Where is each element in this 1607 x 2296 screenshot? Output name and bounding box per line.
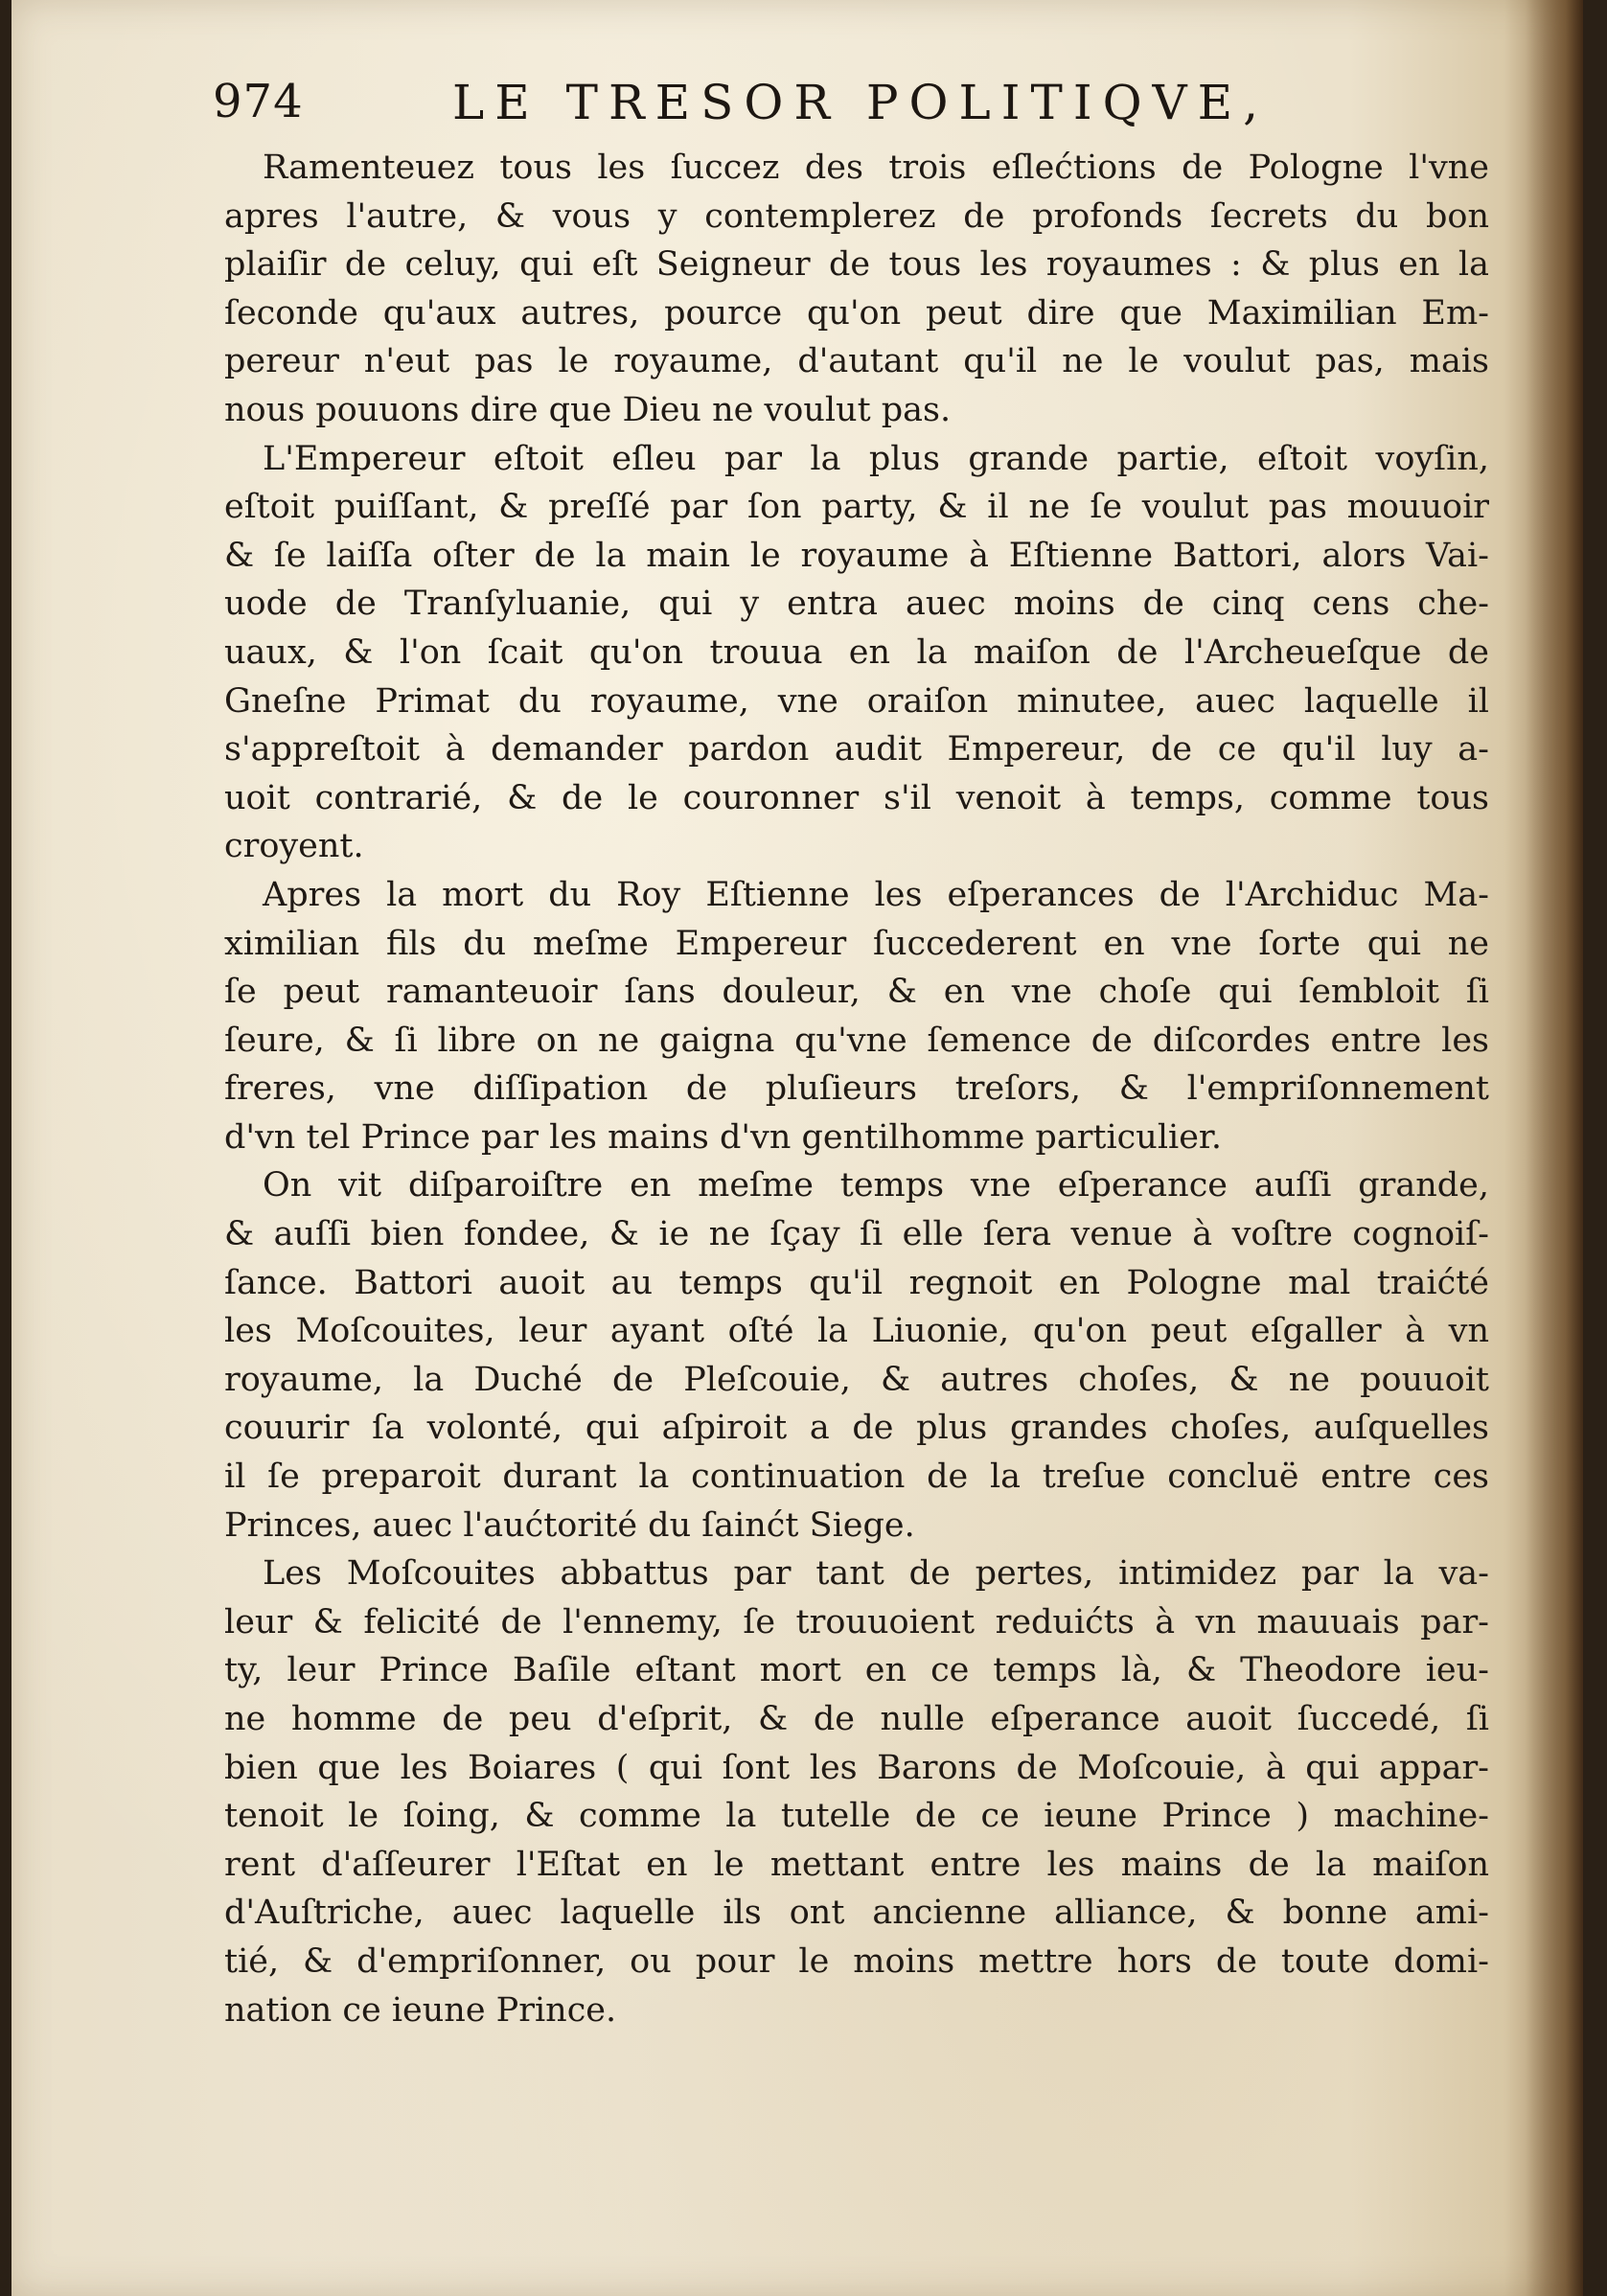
text-line: Les Moſcouites abbattus par tant de pertes, intimidez par la va-	[263, 1554, 1489, 1594]
paragraph	[224, 871, 1489, 1162]
text-line: il ſe preparoit durant la continuation de la treſue concluë entre ces	[224, 1458, 1489, 1497]
text-line: nous pouuons dire que Dieu ne voulut pas.	[224, 390, 952, 429]
text-line: rent d'aſſeurer l'Eſtat en le mettant entre les mains de la maiſon	[224, 1845, 1489, 1884]
book-page	[11, 0, 1583, 2296]
body-text	[224, 144, 1489, 2034]
text-line: Gneſne Primat du royaume, vne oraiſon minutee, auec laquelle il	[224, 681, 1489, 721]
text-line: Ramenteuez tous les ſuccez des trois eſlećtions de Pologne l'vne	[263, 149, 1489, 187]
text-line: couurir ſa volonté, qui aſpiroit a de plus grandes choſes, auſquelles	[224, 1409, 1489, 1448]
paragraph	[224, 1161, 1489, 1550]
page-edge-shadow	[1526, 0, 1583, 2296]
page-number: 974	[213, 75, 304, 128]
text-line: uode de Tranſyluanie, qui y entra auec moins de cinq cens che-	[224, 585, 1489, 624]
text-line: L'Empereur eſtoit eſleu par la plus grande partie, eſtoit voyſin,	[263, 439, 1489, 478]
text-line: ne homme de peu d'eſprit, & de nulle eſperance auoit ſuccedé, ſi	[224, 1700, 1489, 1738]
text-line: ſeconde qu'aux autres, pource qu'on peut dire que Maximilian Em-	[224, 293, 1489, 333]
text-line: pereur n'eut pas le royaume, d'autant qu'il ne le voulut pas, mais	[224, 342, 1489, 381]
page-header	[203, 75, 1353, 142]
text-line: ſeure, & ſi libre on ne gaigna qu'vne ſemence de diſcordes entre les	[224, 1021, 1489, 1060]
text-line: ximilian fils du meſme Empereur ſuccederent en vne ſorte qui ne	[224, 924, 1489, 963]
paragraph	[224, 144, 1489, 435]
text-line: ſance. Battori auoit au temps qu'il regnoit en Pologne mal traićté	[224, 1263, 1489, 1302]
text-line: s'appreſtoit à demander pardon audit Empereur, de ce qu'il luy a-	[224, 730, 1489, 769]
text-line: Apres la mort du Roy Eſtienne les eſperances de l'Archiduc Ma-	[263, 875, 1489, 914]
text-line: les Moſcouites, leur ayant oſté la Liuonie, qu'on peut eſgaller à vn	[224, 1312, 1489, 1351]
running-title: LE TRESOR POLITIQVE,	[452, 75, 1270, 130]
text-line: tenoit le ſoing, & comme la tutelle de ce ieune Prince ) machine-	[224, 1797, 1489, 1836]
text-line: uoit contrarié, & de le couronner s'il venoit à temps, comme tous	[224, 778, 1489, 817]
text-line: bien que les Boiares ( qui ſont les Barons de Moſcouie, à qui appar-	[224, 1748, 1489, 1787]
text-line: plaiſir de celuy, qui eſt Seigneur de tous les royaumes : & plus en la	[224, 245, 1489, 285]
text-line: royaume, la Duché de Pleſcouie, & autres choſes, & ne pouuoit	[224, 1360, 1489, 1399]
text-line: tié, & d'empriſonner, ou pour le moins mettre hors de toute domi-	[224, 1941, 1489, 1981]
text-line: Princes, auec l'aućtorité du ſainćt Siege.	[224, 1505, 915, 1545]
paragraph	[224, 1550, 1489, 2034]
text-line: leur & felicité de l'ennemy, ſe trouuoient reduićts à vn mauuais par-	[224, 1602, 1489, 1642]
text-line: freres, vne diſſipation de pluſieurs treſors, & l'empriſonnement	[224, 1069, 1489, 1109]
text-line: nation ce ieune Prince.	[224, 1990, 617, 2030]
paragraph	[224, 435, 1489, 871]
text-line: apres l'autre, & vous y contemplerez de profonds ſecrets du bon	[224, 196, 1489, 236]
text-line: eſtoit puiſſant, & preſſé par ſon party, & il ne ſe voulut pas mouuoir	[224, 488, 1489, 527]
text-line: On vit diſparoiſtre en meſme temps vne eſperance auſſi grande,	[263, 1166, 1489, 1205]
text-line: d'vn tel Prince par les mains d'vn gentilhomme particulier.	[224, 1117, 1222, 1157]
text-line: ſe peut ramanteuoir ſans douleur, & en vne choſe qui ſembloit ſi	[224, 973, 1489, 1012]
text-line: d'Auſtriche, auec laquelle ils ont ancienne alliance, & bonne ami-	[224, 1894, 1489, 1933]
text-line: & auſſi bien fondee, & ie ne ſçay ſi elle ſera venue à voſtre cognoiſ-	[224, 1215, 1489, 1254]
text-line: croyent.	[224, 827, 364, 866]
text-line: ty, leur Prince Baſile eſtant mort en ce temps là, & Theodore ieu-	[224, 1651, 1489, 1690]
text-line: uaux, & l'on ſcait qu'on trouua en la maiſon de l'Archeueſque de	[224, 632, 1489, 672]
text-line: & ſe laiſſa oſter de la main le royaume à Eſtienne Battori, alors Vai-	[224, 536, 1489, 575]
